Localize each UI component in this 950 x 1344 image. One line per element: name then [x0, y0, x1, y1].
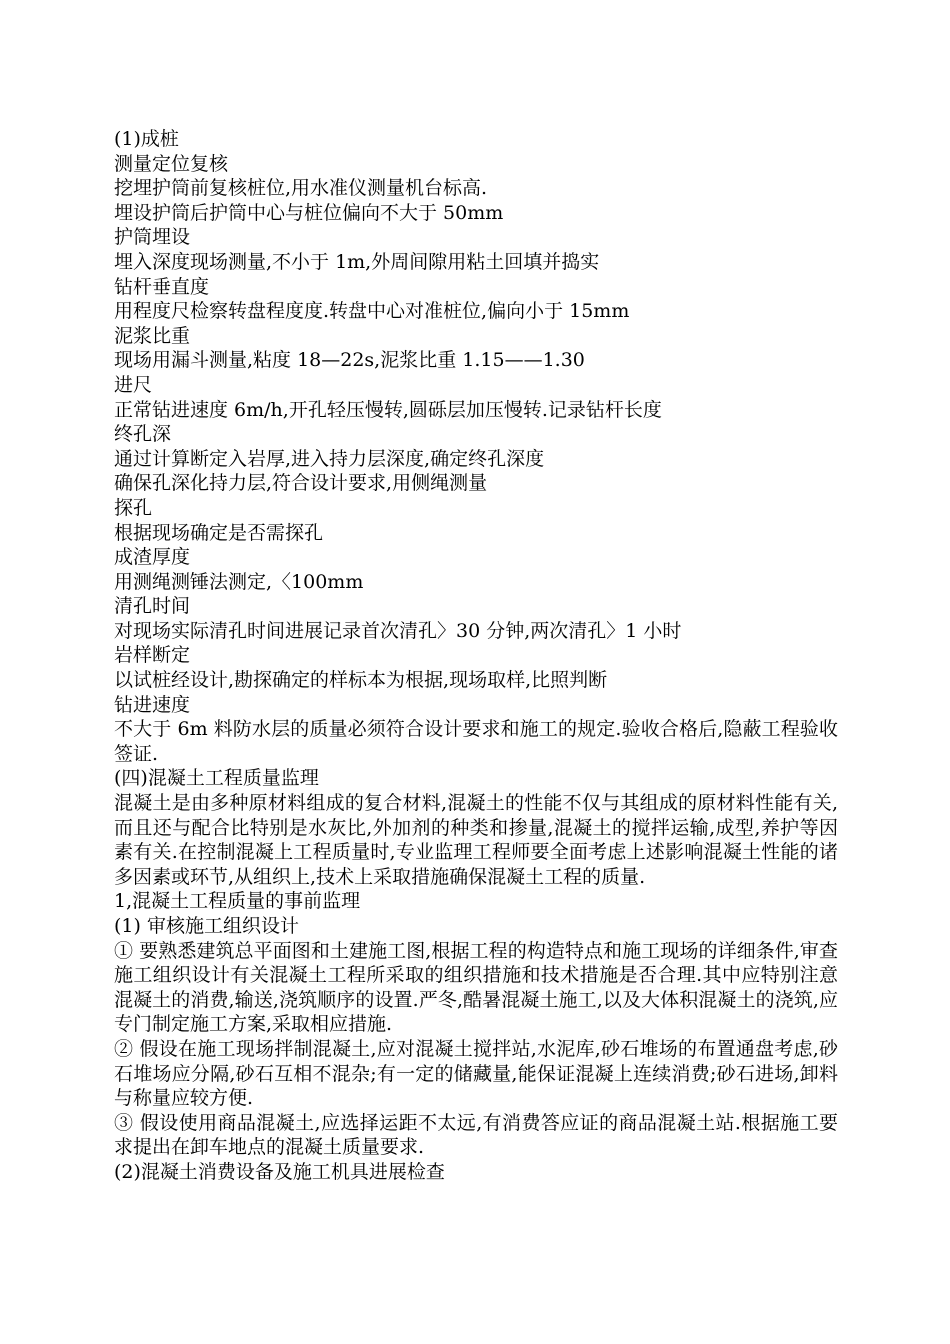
item-text: 通过计算断定入岩厚,进入持力层深度,确定终孔深度 — [114, 447, 545, 470]
item-text: 挖埋护筒前复核桩位,用水准仪测量机台标高. — [114, 177, 488, 200]
paragraph: ① 要熟悉建筑总平面图和土建施工图,根据工程的构造特点和施工现场的详细条件,审查施工组织设计有关混凝土工程所采取的组织措施和技术措施是否合理.其中应特别注意混凝土的消费,输送,浇筑顺序的设置.严冬,酷暑混凝土施工,以及大体积混凝土的浇筑,应专门制定施工方案,采取相应措施. — [114, 939, 838, 1036]
item-title: 钻进速度 — [114, 693, 191, 716]
item-text: 用程度尺检察转盘程度度.转盘中心对准桩位,偏向小于 15mm — [114, 300, 630, 323]
item-title: 测量定位复核 — [114, 152, 229, 175]
paragraph: ② 假设在施工现场拌制混凝土,应对混凝土搅拌站,水泥库,砂石堆场的布置通盘考虑,砂石堆场应分隔,砂石互相不混杂;有一定的储藏量,能保证混凝上连续消费;砂石进场,卸料与称量应较方便. — [114, 1037, 838, 1110]
section-heading-concrete: (四)混凝土工程质量监理 — [114, 767, 319, 790]
item-text: 现场用漏斗测量,粘度 18—22s,泥浆比重 1.15——1.30 — [114, 349, 585, 372]
item-text: 埋入深度现场测量,不小于 1m,外周间隙用粘土回填并捣实 — [114, 250, 600, 273]
paragraph: ③ 假设使用商品混凝土,应选择运距不太远,有消费答应证的商品混凝土站.根据施工要求提出在卸车地点的混凝土质量要求. — [114, 1111, 838, 1159]
item-text: 埋设护筒后护筒中心与桩位偏向不大于 50mm — [114, 201, 504, 224]
item-title: 终孔深 — [114, 423, 172, 446]
document-body — [114, 127, 838, 1185]
item-title: 岩样断定 — [114, 644, 191, 667]
item-text: 对现场实际清孔时间进展记录首次清孔〉30 分钟,两次清孔〉1 小时 — [114, 619, 682, 642]
item-text: 正常钻进速度 6m/h,开孔轻压慢转,圆砾层加压慢转.记录钻杆长度 — [114, 398, 662, 421]
item-title: 钻杆垂直度 — [114, 275, 210, 298]
item-text: 用测绳测锤法测定,〈100mm — [114, 570, 364, 593]
item-title: 进尺 — [114, 373, 153, 396]
item-text: 确保孔深化持力层,符合设计要求,用侧绳测量 — [114, 472, 488, 495]
paragraph: 不大于 6m 料防水层的质量必须符合设计要求和施工的规定.验收合格后,隐蔽工程验收签证. — [114, 718, 838, 765]
subsection-heading: (2)混凝土消费设备及施工机具进展检查 — [114, 1160, 445, 1183]
section-heading-piling: (1)成桩 — [114, 128, 179, 150]
item-title: 清孔时间 — [114, 595, 191, 618]
item-text: 以试桩经设计,勘探确定的样标本为根据,现场取样,比照判断 — [114, 669, 608, 692]
paragraph: 混凝土是由多种原材料组成的复合材料,混凝土的性能不仅与其组成的原材料性能有关,而且还与配合比特别是水灰比,外加剂的种类和掺量,混凝土的搅拌运输,成型,养护等因素有关.在控制混凝上工程质量时,专业监理工程师要全面考虑上述影响混凝土性能的诸多因素或环节,从组织上,技术上采取措施确保混凝土工程的质量. — [114, 792, 838, 888]
subsection-heading: (1) 审核施工组织设计 — [114, 915, 299, 937]
item-text: 根据现场确定是否需探孔 — [114, 521, 324, 544]
item-title: 探孔 — [114, 496, 153, 519]
subsection-heading: 1,混凝土工程质量的事前监理 — [114, 890, 361, 913]
item-title: 成渣厚度 — [114, 546, 191, 569]
item-title: 护筒埋设 — [114, 226, 191, 249]
item-title: 泥浆比重 — [114, 324, 191, 347]
